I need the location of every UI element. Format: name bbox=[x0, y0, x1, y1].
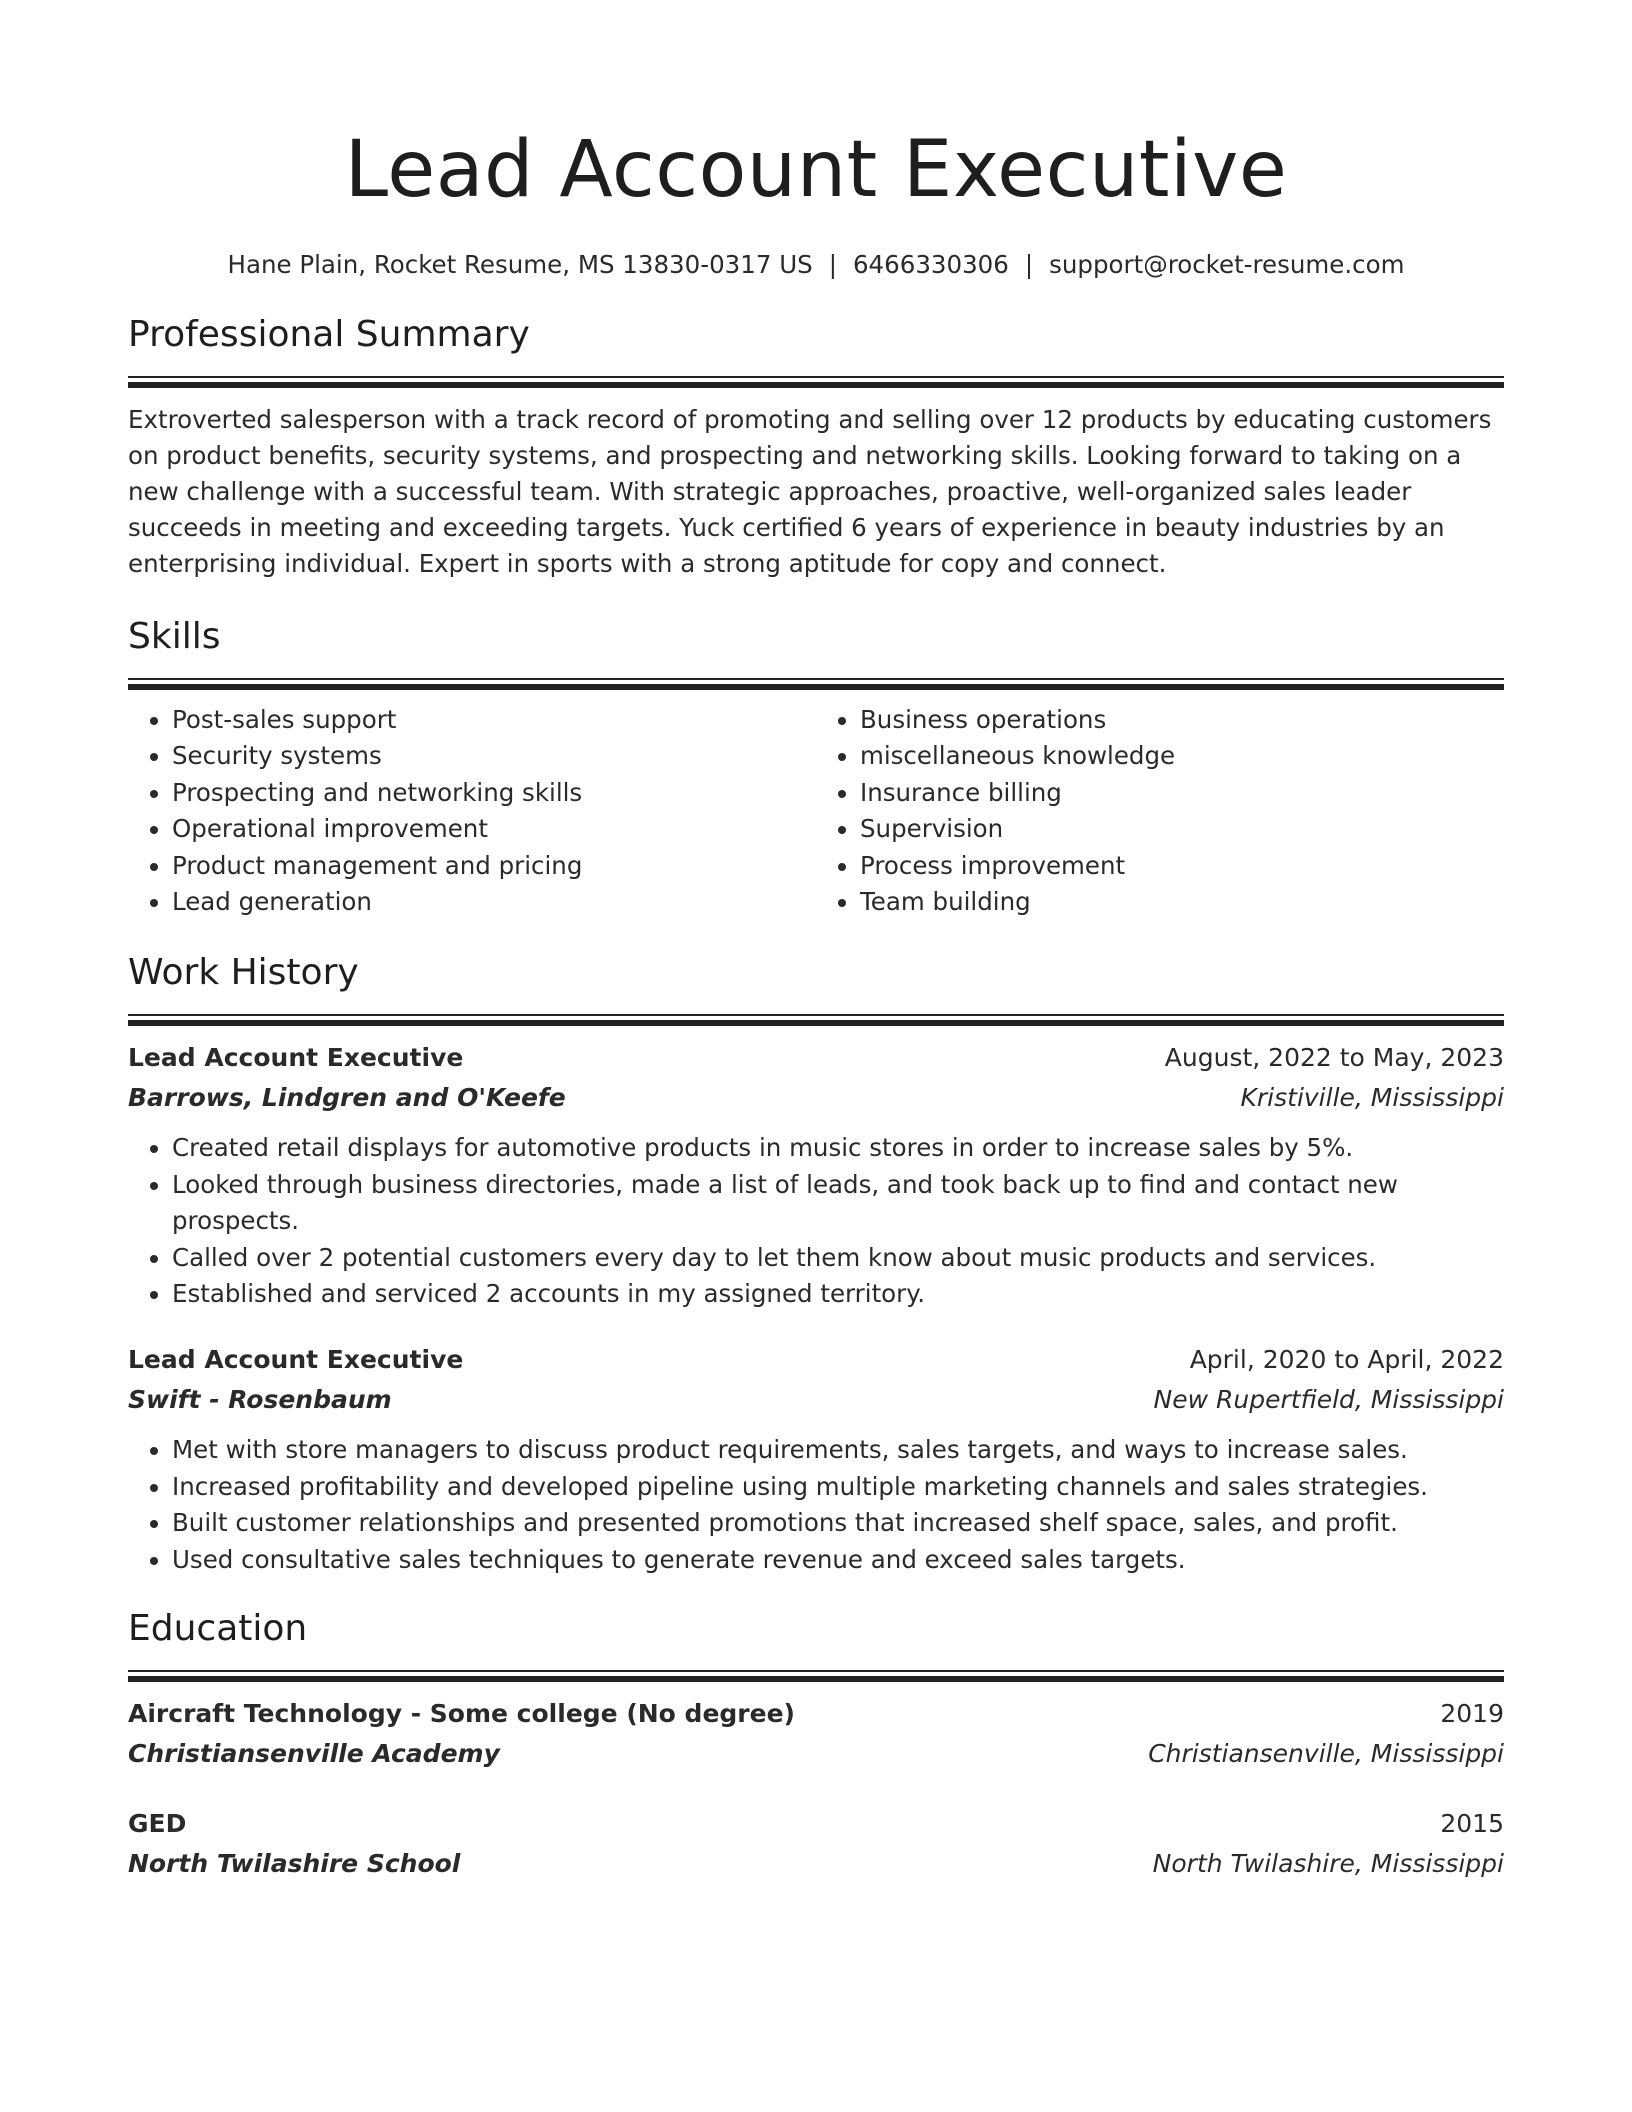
skill-item: • Operational improvement bbox=[172, 811, 816, 847]
education-school: Christiansenville Academy bbox=[128, 1739, 500, 1769]
contact-separator: | bbox=[828, 250, 837, 279]
section-title-work: Work History bbox=[128, 952, 359, 994]
summary-section bbox=[128, 312, 1504, 582]
skill-item: • Supervision bbox=[860, 811, 1504, 847]
skills-right-list bbox=[816, 702, 1504, 920]
contact-email: support@rocket-resume.com bbox=[1049, 250, 1405, 279]
job-header-row bbox=[128, 1340, 1504, 1380]
education-degree: GED bbox=[128, 1809, 187, 1839]
summary-text: Extroverted salesperson with a track record of promoting and selling over 12 products by educating customers on product benefits, security systems, and prospecting and networking skills. Looking forward to taking on a new challenge with a successful team. With strategic approaches, proactive, well-organized sales leader succeeds in meeting and exceeding targets. Yuck certified 6 years of experience in beauty industries by an enterprising individual. Expert in sports with a strong aptitude for copy and connect. bbox=[128, 405, 1492, 578]
skill-item: • Post-sales support bbox=[172, 702, 816, 738]
contact-line bbox=[128, 248, 1504, 282]
job-duties bbox=[128, 1130, 1504, 1312]
education-location: Christiansenville, Mississippi bbox=[1148, 1739, 1504, 1769]
skill-item: • Insurance billing bbox=[860, 775, 1504, 811]
education-entry bbox=[128, 1694, 1504, 1774]
skill-item: • Process improvement bbox=[860, 848, 1504, 884]
job-company: Swift - Rosenbaum bbox=[128, 1385, 392, 1415]
resume-name: Lead Account Executive bbox=[344, 125, 1288, 215]
education-section bbox=[128, 1606, 1504, 1884]
skill-item: • Prospecting and networking skills bbox=[172, 775, 816, 811]
skill-item: • Security systems bbox=[172, 738, 816, 774]
duty-item: • Used consultative sales techniques to generate revenue and exceed sales targets. bbox=[172, 1542, 1504, 1578]
job-entry bbox=[128, 1038, 1504, 1312]
contact-address: Hane Plain, Rocket Resume, MS 13830-0317 US bbox=[227, 250, 813, 279]
skill-item: • miscellaneous knowledge bbox=[860, 738, 1504, 774]
job-dates: August, 2022 to May, 2023 bbox=[1164, 1043, 1504, 1073]
skill-item: • Business operations bbox=[860, 702, 1504, 738]
section-title-education: Education bbox=[128, 1608, 308, 1650]
education-year: 2015 bbox=[1440, 1809, 1504, 1839]
education-header-row bbox=[128, 1694, 1504, 1734]
job-header-row bbox=[128, 1038, 1504, 1078]
duty-item: • Built customer relationships and presented promotions that increased shelf space, sales, and profit. bbox=[172, 1505, 1504, 1541]
job-company: Barrows, Lindgren and O'Keefe bbox=[128, 1083, 566, 1113]
job-company-row bbox=[128, 1078, 1504, 1118]
duty-item: • Looked through business directories, made a list of leads, and took back up to find and contact new prospects. bbox=[172, 1167, 1504, 1240]
job-title: Lead Account Executive bbox=[128, 1043, 464, 1073]
job-duties bbox=[128, 1432, 1504, 1578]
education-school-row bbox=[128, 1734, 1504, 1774]
skills-section bbox=[128, 614, 1504, 920]
duty-item: • Called over 2 potential customers every day to let them know about music products and services. bbox=[172, 1240, 1504, 1276]
contact-phone: 6466330306 bbox=[852, 250, 1009, 279]
education-school: North Twilashire School bbox=[128, 1849, 461, 1879]
education-entry bbox=[128, 1804, 1504, 1884]
duty-item: • Established and serviced 2 accounts in my assigned territory. bbox=[172, 1276, 1504, 1312]
education-location: North Twilashire, Mississippi bbox=[1152, 1849, 1504, 1879]
skills-columns bbox=[128, 702, 1504, 920]
education-header-row bbox=[128, 1804, 1504, 1844]
section-divider bbox=[128, 1014, 1504, 1024]
job-company-row bbox=[128, 1380, 1504, 1420]
duty-item: • Met with store managers to discuss product requirements, sales targets, and ways to increase sales. bbox=[172, 1432, 1504, 1468]
job-entry bbox=[128, 1340, 1504, 1578]
duty-item: • Created retail displays for automotive products in music stores in order to increase sales by 5%. bbox=[172, 1130, 1504, 1166]
duty-item: • Increased profitability and developed pipeline using multiple marketing channels and sales strategies. bbox=[172, 1469, 1504, 1505]
skill-item: • Product management and pricing bbox=[172, 848, 816, 884]
work-section bbox=[128, 950, 1504, 1578]
section-divider bbox=[128, 678, 1504, 688]
job-title: Lead Account Executive bbox=[128, 1345, 464, 1375]
skill-item: • Team building bbox=[860, 884, 1504, 920]
education-school-row bbox=[128, 1844, 1504, 1884]
job-location: Kristiville, Mississippi bbox=[1240, 1083, 1504, 1113]
job-location: New Rupertfield, Mississippi bbox=[1153, 1385, 1504, 1415]
education-year: 2019 bbox=[1440, 1699, 1504, 1729]
contact-separator: | bbox=[1024, 250, 1034, 279]
job-dates: April, 2020 to April, 2022 bbox=[1189, 1345, 1504, 1375]
section-divider bbox=[128, 376, 1504, 386]
section-divider bbox=[128, 1670, 1504, 1680]
skills-left-list bbox=[128, 702, 816, 920]
education-degree: Aircraft Technology - Some college (No degree) bbox=[128, 1699, 795, 1729]
section-title-skills: Skills bbox=[128, 616, 221, 657]
section-title-summary: Professional Summary bbox=[128, 314, 530, 355]
skill-item: • Lead generation bbox=[172, 884, 816, 920]
